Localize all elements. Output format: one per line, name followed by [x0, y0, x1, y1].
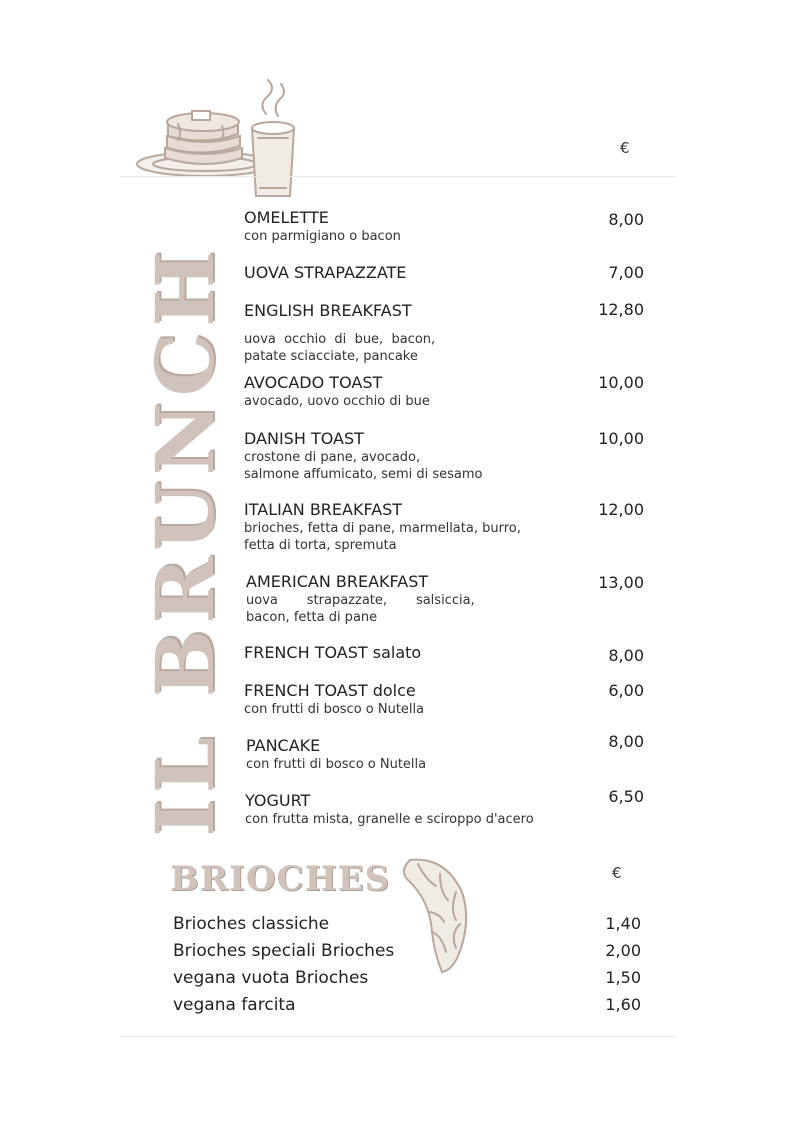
menu-item-price: 6,50	[608, 787, 644, 806]
pancake-coffee-icon	[130, 78, 310, 200]
menu-item-name: AMERICAN BREAKFAST	[246, 572, 429, 591]
description-line: bacon, fetta di pane	[246, 610, 378, 625]
menu-item-name: DANISH TOAST	[244, 429, 364, 448]
menu-item-price: 8,00	[608, 732, 644, 751]
top-divider	[120, 176, 676, 177]
menu-item-price: 10,00	[598, 429, 644, 448]
brunch-title: IL BRUNCH	[138, 245, 232, 837]
menu-item-name: YOGURT	[245, 791, 311, 810]
description-line: fetta di torta, spremuta	[244, 538, 397, 553]
menu-item-description	[244, 393, 544, 410]
brioche-item-price: 1,40	[605, 914, 641, 933]
menu-item-name: ITALIAN BREAKFAST	[244, 500, 403, 519]
menu-item-price: 10,00	[598, 373, 644, 392]
menu-item-description	[244, 520, 544, 554]
brioches-title: BRIOCHES	[170, 859, 391, 899]
menu-item-price: 12,00	[598, 500, 644, 519]
menu-item	[246, 572, 546, 626]
brioche-item-price: 1,60	[605, 995, 641, 1014]
menu-item-description	[244, 701, 544, 718]
menu-item	[244, 500, 544, 554]
menu-item-name: FRENCH TOAST salato	[244, 643, 422, 662]
menu-item	[244, 263, 544, 283]
menu-item	[244, 643, 544, 663]
brioches-currency: €	[612, 864, 622, 882]
menu-item-name: UOVA STRAPAZZATE	[244, 263, 407, 282]
menu-item	[244, 429, 544, 483]
currency-header: €	[620, 139, 630, 157]
description-line: con frutti di bosco o Nutella	[246, 757, 427, 772]
description-line: uova occhio di bue, bacon,	[244, 332, 436, 347]
menu-item-price: 8,00	[608, 210, 644, 229]
menu-item	[244, 373, 544, 410]
description-line: uova strapazzate, salsiccia,	[246, 593, 475, 608]
menu-item-name: AVOCADO TOAST	[244, 373, 383, 392]
brioche-item-name: Brioches speciali Brioches	[173, 941, 395, 961]
description-line: salmone affumicato, semi di sesamo	[244, 467, 483, 482]
brioche-item-name: vegana vuota Brioches	[173, 968, 369, 988]
description-line: patate sciacciate, pancake	[244, 349, 418, 364]
menu-item	[244, 681, 544, 718]
menu-item-price: 12,80	[598, 300, 644, 319]
menu-item-description	[245, 811, 545, 828]
menu-item-description	[244, 228, 544, 245]
description-line: crostone di pane, avocado,	[244, 450, 421, 465]
description-line: con frutti di bosco o Nutella	[244, 702, 425, 717]
menu-item-name: ENGLISH BREAKFAST	[244, 301, 412, 320]
description-line: brioches, fetta di pane, marmellata, burro,	[244, 521, 521, 536]
menu-item-description	[246, 592, 546, 626]
brioche-item-price: 2,00	[605, 941, 641, 960]
menu-item-name: FRENCH TOAST dolce	[244, 681, 416, 700]
description-line: avocado, uovo occhio di bue	[244, 394, 430, 409]
description-line: con parmigiano o bacon	[244, 229, 401, 244]
menu-item-price: 13,00	[598, 573, 644, 592]
menu-item	[244, 301, 544, 365]
menu-item-name: OMELETTE	[244, 208, 329, 227]
description-line: con frutta mista, granelle e sciroppo d'acero	[245, 812, 534, 827]
menu-item-price: 7,00	[608, 263, 644, 282]
brioche-item-name: Brioches classiche	[173, 914, 330, 934]
menu-item-description	[246, 756, 546, 773]
menu-item-price: 6,00	[608, 681, 644, 700]
brioche-item-name: vegana farcita	[173, 995, 296, 1015]
menu-item-description	[244, 331, 544, 365]
bottom-divider	[120, 1036, 676, 1037]
menu-item	[246, 736, 546, 773]
menu-item-price: 8,00	[608, 646, 644, 665]
brioche-item-price: 1,50	[605, 968, 641, 987]
menu-item-name: PANCAKE	[246, 736, 321, 755]
menu-item	[245, 791, 545, 828]
menu-item-description	[244, 449, 544, 483]
menu-item	[244, 208, 544, 245]
